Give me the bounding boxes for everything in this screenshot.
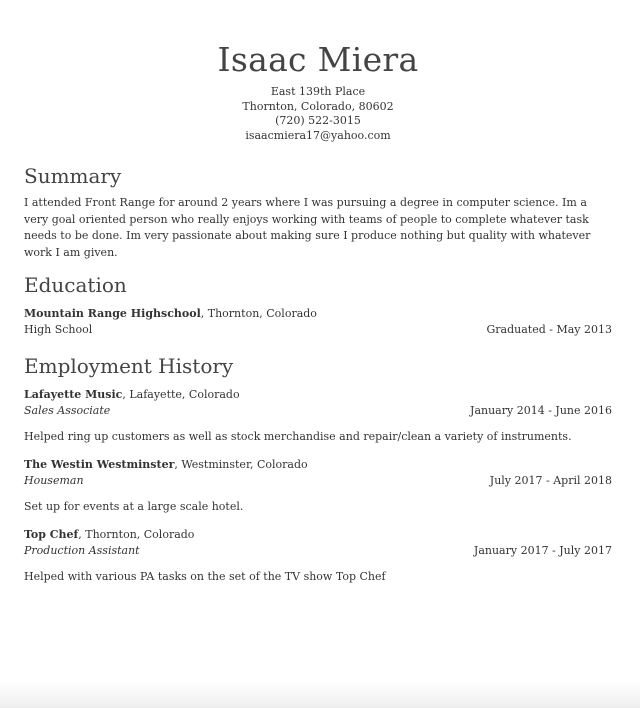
- job-dates: January 2014 - June 2016: [470, 404, 612, 417]
- job-description: Helped ring up customers as well as stock merchandise and repair/clean a variety of instruments.: [24, 430, 572, 443]
- address-street: East 139th Place: [270, 85, 366, 98]
- degree-name: High School: [24, 323, 93, 336]
- summary-text: I attended Front Range for around 2 years where I was pursuing a degree in computer science. Im a very goal oriented person who really enjoys working with teams of people to complete whatever task needs to be done. Im very passionate about making sure I produce nothing but quality with whatever work I am given.: [24, 196, 591, 259]
- education-school-line: [24, 306, 612, 322]
- employer-location: , Thornton, Colorado: [78, 528, 195, 541]
- job-dates: January 2017 - July 2017: [473, 544, 612, 557]
- employer-name: Top Chef: [24, 528, 79, 541]
- job-title: Production Assistant: [24, 544, 140, 557]
- school-location: , Thornton, Colorado: [200, 307, 317, 320]
- education-heading: Education: [24, 273, 127, 297]
- job-role-line: [24, 473, 612, 489]
- job-entry: [24, 527, 612, 585]
- employment-heading: Employment History: [24, 354, 234, 378]
- job-title: Houseman: [24, 474, 84, 487]
- job-dates: July 2017 - April 2018: [489, 474, 612, 487]
- resume-header: [24, 0, 612, 143]
- job-role-line: [24, 403, 612, 419]
- job-title: Sales Associate: [24, 404, 111, 417]
- page-bottom-shadow: [0, 682, 640, 708]
- employer-location: , Lafayette, Colorado: [122, 388, 240, 401]
- job-entry: [24, 457, 612, 515]
- education-dates: Graduated - May 2013: [486, 323, 612, 336]
- job-description: Set up for events at a large scale hotel.: [24, 500, 244, 513]
- job-role-line: [24, 543, 612, 559]
- job-employer-line: [24, 457, 612, 473]
- employer-location: , Westminster, Colorado: [174, 458, 308, 471]
- school-name: Mountain Range Highschool: [24, 307, 201, 320]
- job-employer-line: [24, 527, 612, 543]
- job-employer-line: [24, 387, 612, 403]
- education-degree-line: [24, 322, 612, 338]
- employer-name: Lafayette Music: [24, 388, 123, 401]
- address-city: Thornton, Colorado, 80602: [242, 99, 394, 113]
- summary-heading: Summary: [24, 164, 122, 188]
- candidate-name: Isaac Miera: [217, 40, 419, 79]
- email-address: isaacmiera17@yahoo.com: [245, 128, 391, 142]
- education-entry: [24, 306, 612, 338]
- phone-number: (720) 522-3015: [275, 114, 361, 127]
- job-description: Helped with various PA tasks on the set of the TV show Top Chef: [24, 570, 386, 583]
- job-entry: [24, 387, 612, 445]
- employer-name: The Westin Westminster: [24, 458, 175, 471]
